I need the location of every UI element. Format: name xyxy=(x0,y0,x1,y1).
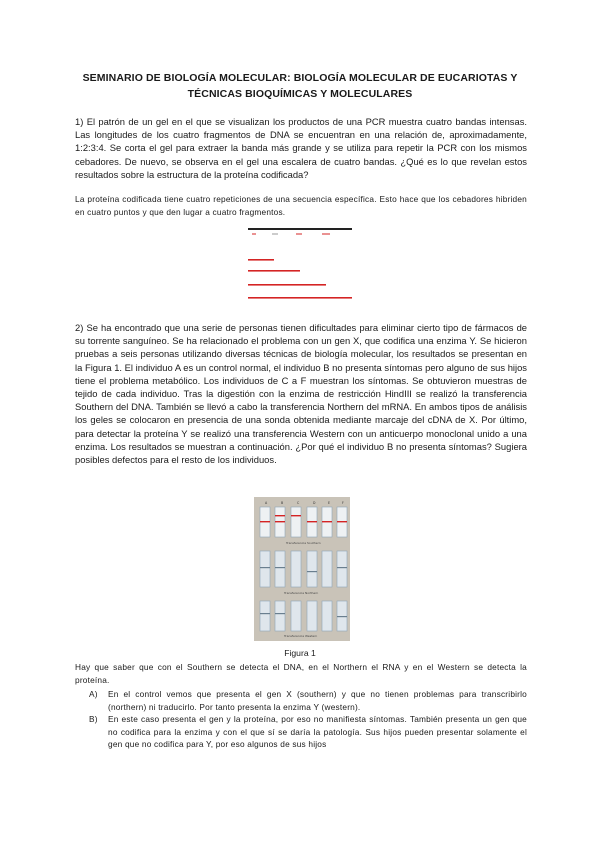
southern-band xyxy=(337,521,347,522)
southern-band xyxy=(275,521,285,522)
southern-band xyxy=(322,521,332,522)
southern-band xyxy=(275,515,285,516)
question-1: 1) El patrón de un gel en el que se visualizan los productos de una PCR muestra cuatro bandas intensas. Las longitudes de los cuatro fragmentos de DNA se encuentran en una relación de, aproximadamente, 1:2:3:4. Se corta el gel para extraer la banda más grande y se utiliza para repetir la PCR con los mismos cebadores. De nuevo, se observa en el gel una escalera de cuatro bandas. ¿Qué es lo que revelan estos resultados sobre la estructura de la proteína codificada? xyxy=(75,116,527,180)
southern-band xyxy=(307,521,317,522)
list-item xyxy=(75,713,527,751)
lane-label: A xyxy=(265,501,268,505)
list-marker: A) xyxy=(89,689,98,699)
answer-2-list xyxy=(75,688,527,751)
panel-label: Transferencia Southern xyxy=(286,541,321,545)
gel-well-line xyxy=(248,228,352,230)
southern-panel xyxy=(260,507,347,545)
question-2: 2) Se ha encontrado que una serie de personas tienen dificultades para eliminar cierto tipo de fármacos de su torrente sanguíneo. Se ha relacionado el problema con un gen X, que codifica una enzima Y. Se hicieron pruebas a seis personas utilizando diversas técnicas de biología molecular, los resultados se presentan en la Figura 1. El individuo A es un control normal, el individuo B no presenta síntomas pero alguno de sus hijos tiene el problema metabólico. Los individuos de C a F muestran los síntomas. Se obtuvieron muestras de tejido de cada individuo. Tras la digestión con la enzima de restricción HindIII se realizó la transferencia Southern del DNA. También se llevó a cabo la transferencia Northern del mRNA. En ambos tipos de análisis los geles se colocaron en presencia de una sonda obtenida mediante marcaje del cDNA de X. Por último, para detectar la proteína Y se realizó una transferencia Western con un anticuerpo monoclonal unido a una enzima. Los resultados se muestran a continuación. ¿Por qué el individuo B no presenta síntomas? Sugiera posibles defectos para el resto de los individuos. xyxy=(75,322,527,466)
figure-1-image xyxy=(254,497,350,641)
gel-band-3 xyxy=(248,284,326,286)
panel-label: Transferencia Northern xyxy=(284,591,319,595)
answer-2-intro: Hay que saber que con el Southern se detecta el DNA, en el Northern el RNA y en el Western se detecta la proteína. xyxy=(75,662,527,685)
panel-label: Transferencia Western xyxy=(284,634,318,638)
list-item-text: En este caso presenta el gen y la proteína, por eso no manifiesta síntomas. También presenta un gen que no codifica para la enzima y con el que sí se daría la patología. Sus hijos pueden presentar solamente el gen que no codifica para Y, por eso algunos de sus hijos xyxy=(108,714,527,750)
gel-band-1 xyxy=(248,259,274,261)
lane-label: C xyxy=(297,501,300,505)
list-item xyxy=(75,688,527,713)
lane-label: F xyxy=(342,501,344,505)
southern-band xyxy=(260,521,270,522)
southern-band xyxy=(291,515,301,516)
lane-label: B xyxy=(281,501,284,505)
pcr-gel-diagram xyxy=(244,226,354,302)
gel-band-4 xyxy=(248,297,352,299)
gel-band-2 xyxy=(248,270,300,272)
list-item-text: En el control vemos que presenta el gen X (southern) y que no tienen problemas para transcribirlo (northern) ni traducirlo. Por tanto presenta la enzima Y (western). xyxy=(108,689,527,712)
lane-label: D xyxy=(313,501,316,505)
document-title: SEMINARIO DE BIOLOGÍA MOLECULAR: BIOLOGÍA MOLECULAR DE EUCARIOTAS Y TÉCNICAS BIOQUÍMICAS Y MOLECULARES xyxy=(82,72,518,100)
answer-1: La proteína codificada tiene cuatro repeticiones de una secuencia específica. Esto hace que los cebadores hibriden en cuatro puntos y que den lugar a cuatro fragmentos. xyxy=(75,194,527,217)
western-panel xyxy=(260,601,347,638)
list-marker: B) xyxy=(89,714,98,725)
lane-label: E xyxy=(328,501,331,505)
figure-caption: Figura 1 xyxy=(284,648,316,658)
northern-panel xyxy=(260,551,347,595)
